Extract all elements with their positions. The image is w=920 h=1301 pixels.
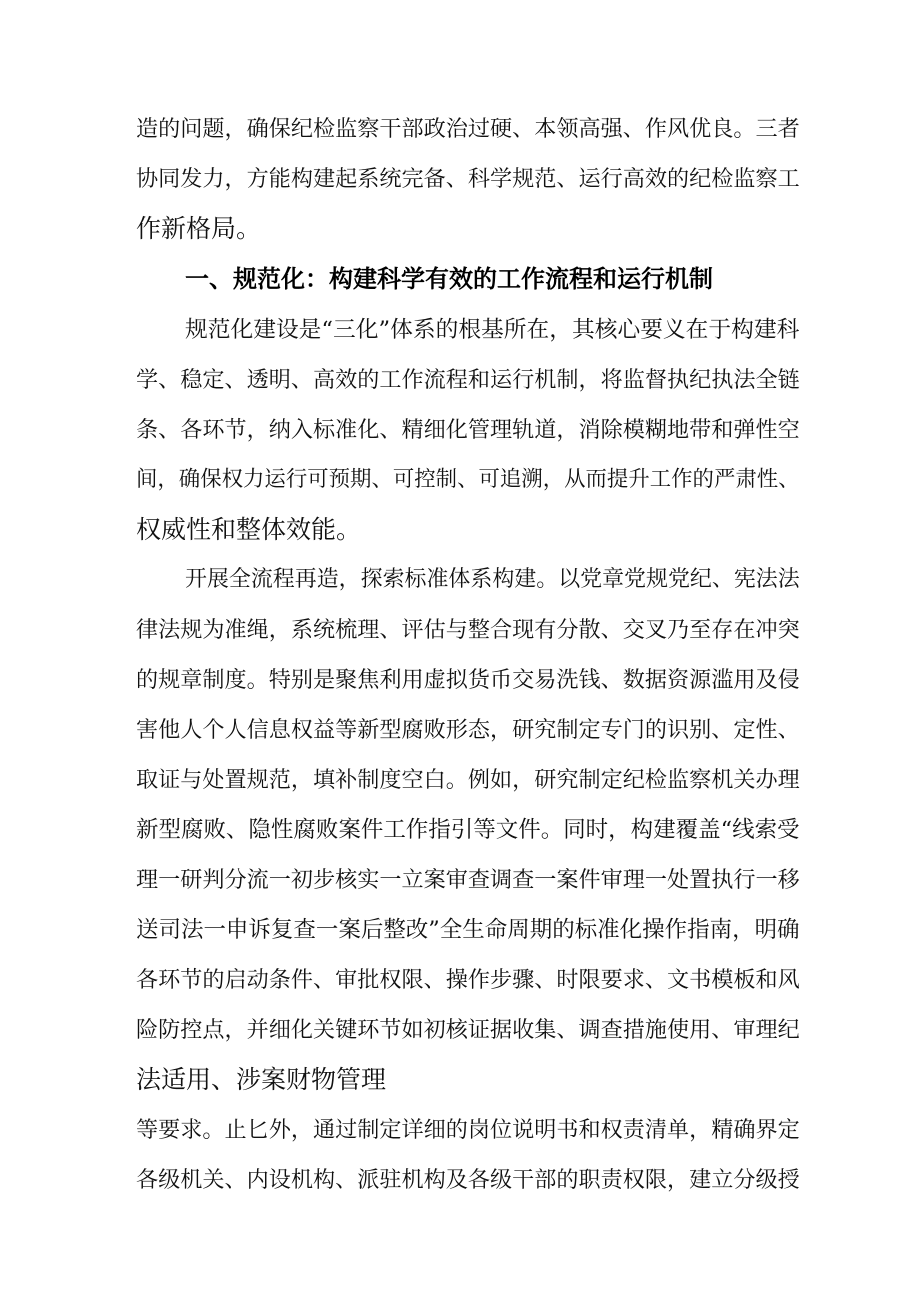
text-line-18: 各环节的启动条件、审批权限、操作步骤、时限要求、文书模板和风	[136, 967, 800, 993]
text-line-17: 送司法一申诉复查一案后整改”全生命周期的标准化操作指南，明确	[136, 917, 800, 943]
text-line-16: 理一研判分流一初步核实一立案审查调查一案件审理一处置执行一移	[136, 867, 800, 893]
text-line-9: 权威性和整体效能。	[136, 515, 362, 544]
text-line-15: 新型腐败、隐性腐败案件工作指引等文件。同时，构建覆盖“线索受	[136, 817, 800, 843]
text-line-8: 间，确保权力运行可预期、可控制、可追溯，从而提升工作的严肃性、	[136, 467, 800, 492]
text-line-7: 条、各环节，纳入标准化、精细化管理轨道，消除模糊地带和弹性空	[136, 417, 800, 443]
text-line-10: 开展全流程再造，探索标准体系构建。以党章党规党纪、宪法法	[185, 567, 800, 592]
text-line-6: 学、稳定、透明、高效的工作流程和运行机制，将监督执纪执法全链	[136, 367, 800, 393]
text-line-13: 害他人个人信息权益等新型腐败形态，研究制定专门的识别、定性、	[136, 717, 800, 743]
text-line-21: 等要求。止匕外，通过制定详细的岗位说明书和权责清单，精确界定	[136, 1117, 800, 1143]
text-line-19: 险防控点，并细化关键环节如初核证据收集、调查措施使用、审理纪	[136, 1017, 800, 1043]
text-line-22: 各级机关、内设机构、派驻机构及各级干部的职责权限，建立分级授	[136, 1167, 800, 1193]
text-line-20: 法适用、涉案财物管理	[136, 1065, 387, 1094]
text-line-11: 律法规为准绳，系统梳理、评估与整合现有分散、交叉乃至存在冲突	[136, 617, 800, 643]
text-line-2: 协同发力，方能构建起系统完备、科学规范、运行高效的纪检监察工	[136, 166, 800, 192]
section-heading: 一、规范化：构建科学有效的工作流程和运行机制	[185, 265, 713, 293]
text-line-1: 造的问题，确保纪检监察干部政治过硬、本领高强、作风优良。三者	[136, 116, 800, 142]
text-line-5: 规范化建设是“三化”体系的根基所在，其核心要义在于构建科	[185, 317, 800, 343]
text-line-14: 取证与处置规范，填补制度空白。例如，研究制定纪检监察机关办理	[136, 767, 800, 793]
text-line-3: 作新格局。	[136, 214, 262, 243]
text-line-12: 的规章制度。特别是聚焦利用虚拟货币交易洗钱、数据资源滥用及侵	[136, 667, 800, 693]
